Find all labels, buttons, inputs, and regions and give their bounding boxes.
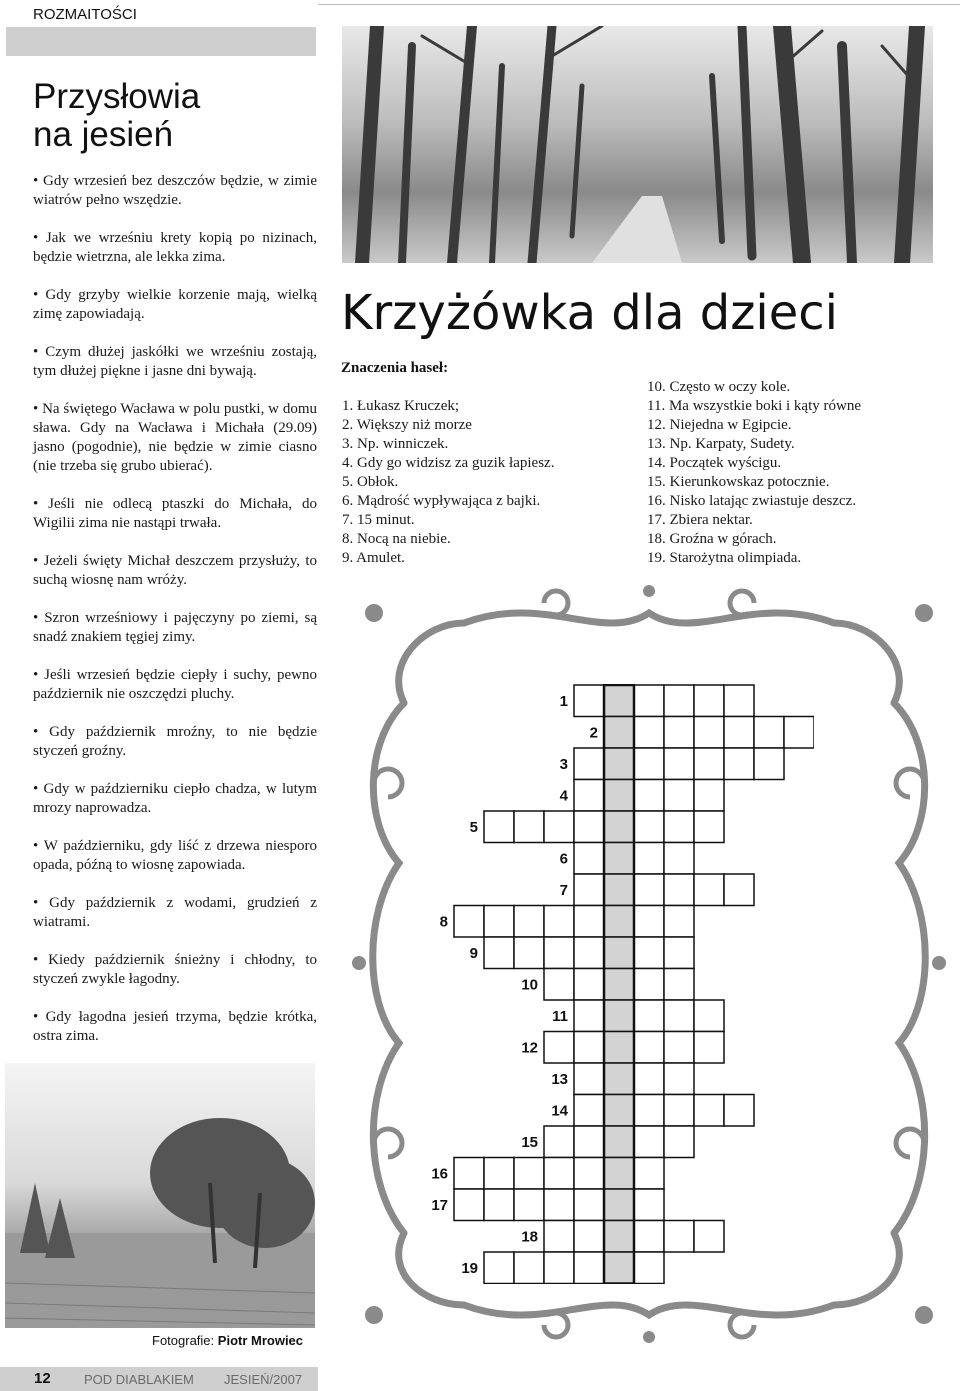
crossword-solution-cell[interactable] [604,685,634,717]
crossword-solution-cell[interactable] [604,717,634,749]
crossword-cell[interactable] [694,748,724,780]
clue-item: 2. Większy niż morze [342,417,472,433]
crossword-cell[interactable] [544,969,574,1001]
clue-item: 9. Amulet. [342,550,405,566]
crossword-clue-number: 11 [552,1007,568,1025]
clue-item: 19. Starożytna olimpiada. [647,550,802,566]
crossword-cell[interactable] [544,1126,574,1158]
crossword-row[interactable] [560,748,784,780]
clue-item: 6. Mądrość wypływająca z bajki. [342,493,541,509]
proverbs-title-line1: Przysłowia [33,77,201,116]
photo-credit-author: Piotr Mrowiec [217,1333,304,1348]
publication-name: POD DIABLAKIEM [84,1372,194,1387]
crossword-row[interactable] [431,1158,664,1190]
crossword-cell[interactable] [664,748,694,780]
crossword-cell[interactable] [724,1095,754,1127]
crossword-cell[interactable] [634,874,664,906]
proverb-item: • Gdy łagodna jesień trzyma, będzie krótka, ostra zima. [33,1008,317,1046]
crossword-cell[interactable] [544,1189,574,1221]
crossword-cell[interactable] [484,906,514,938]
proverb-item: • Na świętego Wacława w polu pustki, w domu sława. Gdy na Wacława i Michała (29.09) jasno (pogodnie), nie będzie w zimie ciasno (nie trzeba się grubo ubierać). [33,400,317,476]
section-header-bar [6,27,316,56]
autumn-meadow-photo [5,1063,315,1328]
crossword-cell[interactable] [514,906,544,938]
crossword-cell[interactable] [574,685,604,717]
crossword-solution-cell[interactable] [604,1095,634,1127]
crossword-solution-cell[interactable] [604,748,634,780]
crossword-grid[interactable] [424,684,814,1284]
crossword-row[interactable] [470,937,694,969]
crossword-cell[interactable] [634,1189,664,1221]
crossword-clue-number: 9 [469,944,478,962]
proverb-item: • Jeśli wrzesień będzie ciepły i suchy, pewno październik nie oszczędzi pluchy. [33,666,317,704]
crossword-cell[interactable] [724,685,754,717]
crossword-cell[interactable] [484,1252,514,1284]
proverb-item: • Czym dłużej jaskółki we wrześniu zostają, tym dłużej piękne i jasne dni bywają. [33,343,317,381]
crossword-row[interactable] [560,874,754,906]
crossword-cell[interactable] [634,685,664,717]
crossword-row[interactable] [440,906,694,938]
crossword-cell[interactable] [544,937,574,969]
clue-item: 16. Nisko latając zwiastuje deszcz. [647,493,857,509]
crossword-cell[interactable] [574,780,604,812]
crossword-clue-number: 3 [559,755,568,773]
crossword-cell[interactable] [694,1095,724,1127]
crossword-cell[interactable] [694,780,724,812]
clues-heading: Znaczenia haseł: [341,360,449,376]
crossword-cell[interactable] [574,1000,604,1032]
clues-list-left [342,397,554,568]
crossword-cell[interactable] [574,1032,604,1064]
crossword-clue-number: 12 [521,1039,538,1057]
crossword-solution-cell[interactable] [604,811,634,843]
crossword-cell[interactable] [634,937,664,969]
crossword-cell[interactable] [454,1189,484,1221]
proverb-item: • Szron wrześniowy i pajęczyny po ziemi, są snadź znakiem tęgiej zimy. [33,609,317,647]
crossword-cell[interactable] [574,906,604,938]
clue-item: 12. Niejedna w Egipcie. [647,417,792,433]
crossword-cell[interactable] [574,1095,604,1127]
crossword-cell[interactable] [634,1000,664,1032]
crossword-cell[interactable] [664,1000,694,1032]
crossword-clue-number: 2 [589,724,598,742]
crossword-cell[interactable] [724,874,754,906]
crossword-cell[interactable] [634,811,664,843]
crossword-cell[interactable] [694,685,724,717]
crossword-cell[interactable] [694,874,724,906]
crossword-cell[interactable] [634,1126,664,1158]
crossword-cell[interactable] [664,811,694,843]
crossword-cell[interactable] [664,717,694,749]
crossword-cell[interactable] [664,1126,694,1158]
crossword-cell[interactable] [634,748,664,780]
crossword-cell[interactable] [634,1158,664,1190]
crossword-cell[interactable] [634,717,664,749]
crossword-cell[interactable] [664,906,694,938]
crossword-clue-number: 6 [559,850,568,868]
crossword-clue-number: 10 [521,976,538,994]
crossword-cell[interactable] [544,1252,574,1284]
crossword-row[interactable] [521,1221,724,1253]
crossword-cell[interactable] [694,1221,724,1253]
crossword-cell[interactable] [574,1063,604,1095]
crossword-solution-cell[interactable] [604,1158,634,1190]
proverb-item: • Gdy grzyby wielkie korzenie mają, wielką zimę zapowiadają. [33,286,317,324]
crossword-cell[interactable] [634,969,664,1001]
crossword-clue-number: 18 [521,1228,538,1246]
crossword-cell[interactable] [574,1221,604,1253]
proverb-item: • Gdy wrzesień bez deszczów będzie, w zimie wiatrów pełno wszędzie. [33,172,317,210]
clue-item: 10. Często w oczy kole. [647,379,791,395]
crossword-solution-cell[interactable] [604,1252,634,1284]
crossword-cell[interactable] [664,969,694,1001]
forest-path-photo [342,26,933,263]
clue-item: 15. Kierunkowskaz potocznie. [647,474,830,490]
crossword-cell[interactable] [484,1189,514,1221]
crossword-cell[interactable] [664,685,694,717]
crossword-cell[interactable] [664,843,694,875]
crossword-clue-number: 19 [461,1259,478,1277]
top-rule [318,4,960,5]
crossword-clue-number: 1 [559,692,568,710]
crossword-cell[interactable] [514,937,544,969]
crossword-cell[interactable] [544,906,574,938]
crossword-clue-number: 8 [439,913,448,931]
proverb-item: • Gdy październik z wodami, grudzień z wiatrami. [33,894,317,932]
crossword-cell[interactable] [634,906,664,938]
crossword-solution-cell[interactable] [604,1221,634,1253]
crossword-cell[interactable] [664,1095,694,1127]
proverbs-title-line2: na jesień [33,115,174,154]
crossword-solution-cell[interactable] [604,843,634,875]
crossword-cell[interactable] [664,937,694,969]
proverb-item: • Kiedy październik śnieżny i chłodny, to styczeń zwykle łagodny. [33,951,317,989]
crossword-cell[interactable] [574,1126,604,1158]
crossword-cell[interactable] [784,717,814,749]
crossword-cell[interactable] [634,1252,664,1284]
crossword-title: Krzyżówka dla dzieci [341,285,838,341]
clues-list-right [647,378,861,568]
crossword-cell[interactable] [574,748,604,780]
crossword-clue-number: 7 [559,881,568,899]
proverb-item: • Jeżeli święty Michał deszczem przysłuży, to suchą wiosnę nam wróży. [33,552,317,590]
clue-item: 3. Np. winniczek. [342,436,449,452]
crossword-solution-cell[interactable] [604,1126,634,1158]
crossword-solution-cell[interactable] [604,780,634,812]
crossword-cell[interactable] [574,843,604,875]
crossword-cell[interactable] [634,1221,664,1253]
crossword-cell[interactable] [664,1221,694,1253]
crossword-clue-number: 5 [469,818,478,836]
clue-item: 1. Łukasz Kruczek; [342,398,460,414]
crossword-row[interactable] [560,685,754,717]
crossword-solution-cell[interactable] [604,969,634,1001]
crossword-clue-number: 16 [431,1165,448,1183]
crossword-cell[interactable] [694,1000,724,1032]
crossword-cell[interactable] [544,1032,574,1064]
clue-item: 5. Obłok. [342,474,399,490]
clue-item: 11. Ma wszystkie boki i kąty równe [647,398,861,414]
crossword-row[interactable] [431,1189,664,1221]
proverb-item: • W październiku, gdy liść z drzewa niesporo opada, późną to wiosnę zapowiada. [33,837,317,875]
crossword-cell[interactable] [664,780,694,812]
crossword-cell[interactable] [724,717,754,749]
crossword-cell[interactable] [514,1252,544,1284]
page-number: 12 [34,1370,51,1387]
publication-issue: JESIEŃ/2007 [224,1372,303,1387]
crossword-row[interactable] [551,1095,754,1127]
crossword-cell[interactable] [754,717,784,749]
crossword-row[interactable] [560,780,724,812]
crossword-row[interactable] [521,1126,694,1158]
crossword-cell[interactable] [454,1158,484,1190]
crossword-cell[interactable] [724,748,754,780]
crossword-cell[interactable] [754,748,784,780]
crossword-cell[interactable] [574,1252,604,1284]
crossword-cell[interactable] [634,1095,664,1127]
proverb-item: • Jeśli nie odlecą ptaszki do Michała, do Wigilii zima nie nastąpi trwała. [33,495,317,533]
clue-item: 17. Zbiera nektar. [647,512,753,528]
crossword-cell[interactable] [574,1158,604,1190]
crossword-cell[interactable] [484,1158,514,1190]
crossword-cell[interactable] [664,1063,694,1095]
crossword-solution-cell[interactable] [604,1032,634,1064]
crossword-cell[interactable] [514,1189,544,1221]
crossword-cell[interactable] [694,811,724,843]
crossword-cell[interactable] [514,811,544,843]
proverbs-list [33,172,317,1065]
proverbs-title [33,78,323,154]
crossword-cell[interactable] [484,937,514,969]
crossword-row[interactable] [590,717,814,749]
section-label: ROZMAITOŚCI [33,6,137,23]
proverb-item: • Gdy październik mroźny, to nie będzie styczeń groźny. [33,723,317,761]
crossword-solution-cell[interactable] [604,937,634,969]
crossword-cell[interactable] [694,1032,724,1064]
crossword-cell[interactable] [544,811,574,843]
photo-credit [152,1333,303,1348]
crossword-clue-number: 13 [551,1070,568,1088]
clue-item: 7. 15 minut. [342,512,415,528]
crossword-row[interactable] [551,1063,694,1095]
crossword-clue-number: 4 [559,787,568,805]
crossword-cell[interactable] [574,937,604,969]
crossword-solution-cell[interactable] [604,1189,634,1221]
crossword-row[interactable] [552,1000,724,1032]
crossword-cell[interactable] [574,811,604,843]
crossword-cell[interactable] [544,1158,574,1190]
crossword-clue-number: 14 [551,1102,568,1120]
crossword-clue-number: 17 [431,1196,448,1214]
clue-item: 18. Groźna w górach. [647,531,777,547]
clue-item: 4. Gdy go widzisz za guzik łapiesz. [342,455,555,471]
crossword-cell[interactable] [664,874,694,906]
proverb-item: • Gdy w październiku ciepło chadza, w lutym mrozy naprowadza. [33,780,317,818]
crossword-cell[interactable] [514,1158,544,1190]
crossword-solution-cell[interactable] [604,874,634,906]
crossword-row[interactable] [560,843,694,875]
crossword-row[interactable] [521,969,694,1001]
crossword-cell[interactable] [454,906,484,938]
crossword-clue-number: 15 [521,1133,538,1151]
crossword-cell[interactable] [574,874,604,906]
photo-credit-label: Fotografie: [152,1333,215,1348]
crossword-cell[interactable] [574,969,604,1001]
crossword-cell[interactable] [694,717,724,749]
clue-item: 13. Np. Karpaty, Sudety. [647,436,795,452]
crossword-cell[interactable] [634,780,664,812]
crossword-cell[interactable] [484,811,514,843]
proverb-item: • Jak we wrześniu krety kopią po nizinach, będzie wietrzna, ale lekka zima. [33,229,317,267]
crossword-row[interactable] [470,811,724,843]
clue-item: 8. Nocą na niebie. [342,531,451,547]
crossword-cell[interactable] [544,1221,574,1253]
crossword-solution-cell[interactable] [604,1063,634,1095]
crossword-solution-cell[interactable] [604,1000,634,1032]
crossword-cell[interactable] [634,1032,664,1064]
crossword-solution-cell[interactable] [604,906,634,938]
crossword-cell[interactable] [664,1032,694,1064]
clue-item: 14. Początek wyścigu. [647,455,782,471]
crossword-row[interactable] [521,1032,724,1064]
crossword-cell[interactable] [574,1189,604,1221]
crossword-cell[interactable] [634,1063,664,1095]
crossword-cell[interactable] [634,843,664,875]
